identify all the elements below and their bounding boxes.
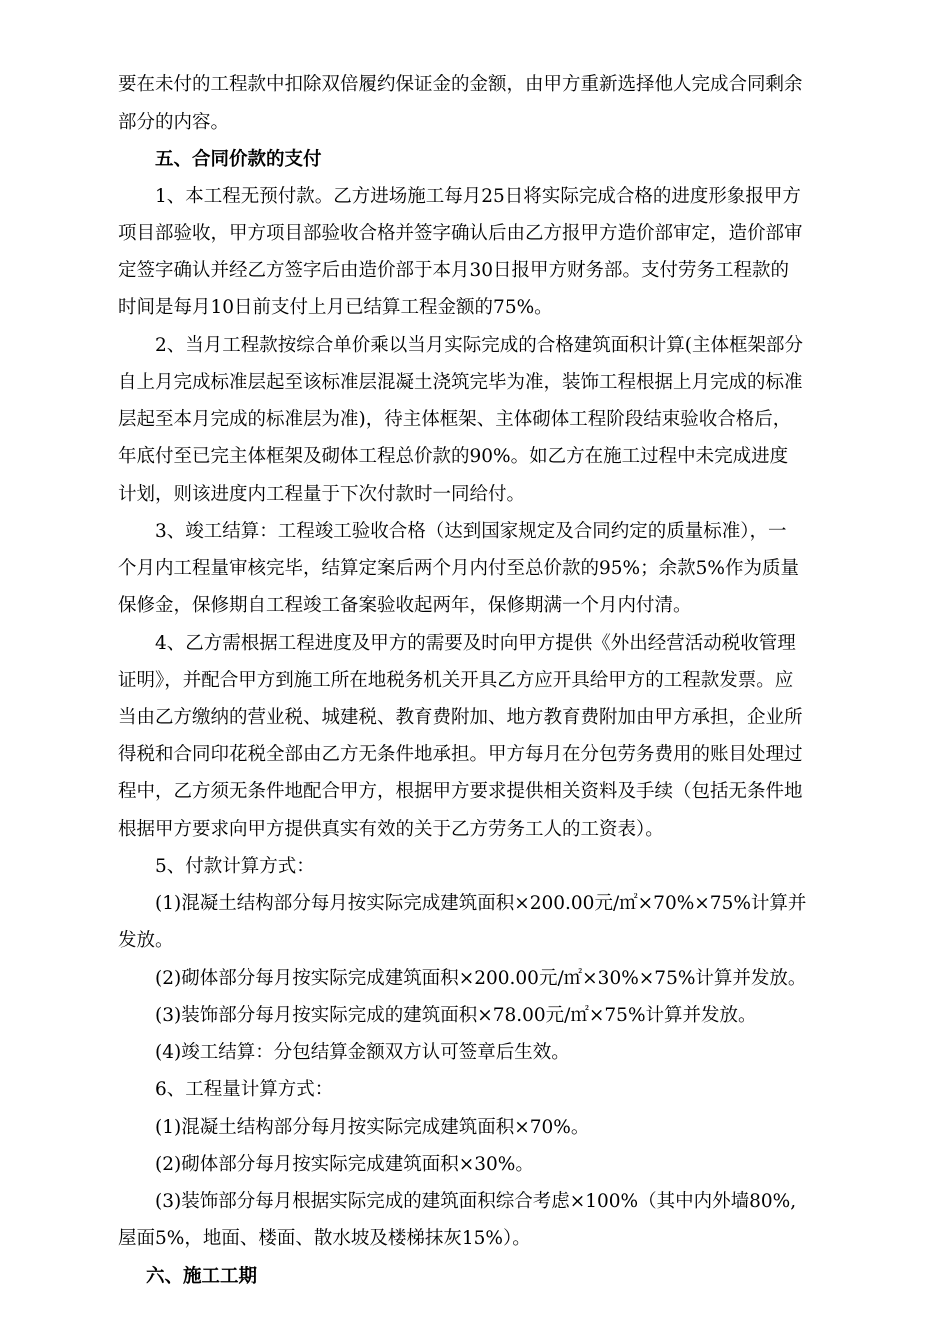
section-heading-6: 六、施工工期 [146,1266,258,1287]
paragraph-line: 时间是每月10日前支付上月已结算工程金额的75%。 [118,297,553,318]
section-heading-5: 五、合同价款的支付 [155,149,322,170]
paragraph-line: 得税和合同印花税全部由乙方无条件地承担。甲方每月在分包劳务费用的账目处理过 [118,744,803,765]
paragraph-line: 定签字确认并经乙方签字后由造价部于本月30日报甲方财务部。支付劳务工程款的 [118,260,790,281]
paragraph-line: 程中，乙方须无条件地配合甲方，根据甲方要求提供相关资料及手续（包括无条件地 [118,781,803,802]
paragraph-line: 层起至本月完成的标准层为准)，待主体框架、主体砌体工程阶段结束验收合格后， [118,409,792,430]
paragraph-line: 3、竣工结算：工程竣工验收合格（达到国家规定及合同约定的质量标准），一 [155,521,787,542]
paragraph-line: (3)装饰部分每月根据实际完成的建筑面积综合考虑×100%（其中内外墙80%, [155,1191,797,1212]
paragraph-line: 根据甲方要求向甲方提供真实有效的关于乙方劳务工人的工资表）。 [118,819,664,840]
paragraph-line: 4、乙方需根据工程进度及甲方的需要及时向甲方提供《外出经营活动税收管理 [155,633,796,654]
paragraph-line: (2)砌体部分每月按实际完成建筑面积×30%。 [155,1154,534,1175]
paragraph-line: 当由乙方缴纳的营业税、城建税、教育费附加、地方教育费附加由甲方承担，企业所 [118,707,803,728]
paragraph-line: 证明》，并配合甲方到施工所在地税务机关开具乙方应开具给甲方的工程款发票。应 [118,670,794,691]
paragraph-line: 2、当月工程款按综合单价乘以当月实际完成的合格建筑面积计算(主体框架部分 [155,335,803,356]
paragraph-line: 要在未付的工程款中扣除双倍履约保证金的金额，由甲方重新选择他人完成合同剩余 [118,74,803,95]
paragraph-line: 保修金，保修期自工程竣工备案验收起两年，保修期满一个月内付清。 [118,595,692,616]
paragraph-line: (2)砌体部分每月按实际完成建筑面积×200.00元/㎡×30%×75%计算并发放。 [155,968,807,989]
paragraph-line: 计划，则该进度内工程量于下次付款时一同给付。 [118,484,526,505]
paragraph-line: 年底付至已完主体框架及砌体工程总价款的90%。如乙方在施工过程中未完成进度 [118,446,789,467]
paragraph-line: 发放。 [118,930,174,951]
paragraph-line: 项目部验收，甲方项目部验收合格并签字确认后由乙方报甲方造价部审定，造价部审 [118,223,803,244]
paragraph-line: 5、付款计算方式： [155,856,315,877]
paragraph-line: 自上月完成标准层起至该标准层混凝土浇筑完毕为准，装饰工程根据上月完成的标准 [118,372,803,393]
paragraph-line: (3)装饰部分每月按实际完成的建筑面积×78.00元/㎡×75%计算并发放。 [155,1005,757,1026]
paragraph-line: (4)竣工结算：分包结算金额双方认可签章后生效。 [155,1042,570,1063]
paragraph-line: 1、本工程无预付款。乙方进场施工每月25日将实际完成合格的进度形象报甲方 [155,186,801,207]
paragraph-line: 屋面5%，地面、楼面、散水坡及楼梯抹灰15%）。 [118,1228,531,1249]
paragraph-line: 6、工程量计算方式： [155,1079,334,1100]
paragraph-line: (1)混凝土结构部分每月按实际完成建筑面积×70%。 [155,1117,590,1138]
paragraph-line: 个月内工程量审核完毕，结算定案后两个月内付至总价款的95%；余款5%作为质量 [118,558,799,579]
paragraph-line: 部分的内容。 [118,112,230,133]
paragraph-line: (1)混凝土结构部分每月按实际完成建筑面积×200.00元/㎡×70%×75%计算并 [155,893,807,914]
